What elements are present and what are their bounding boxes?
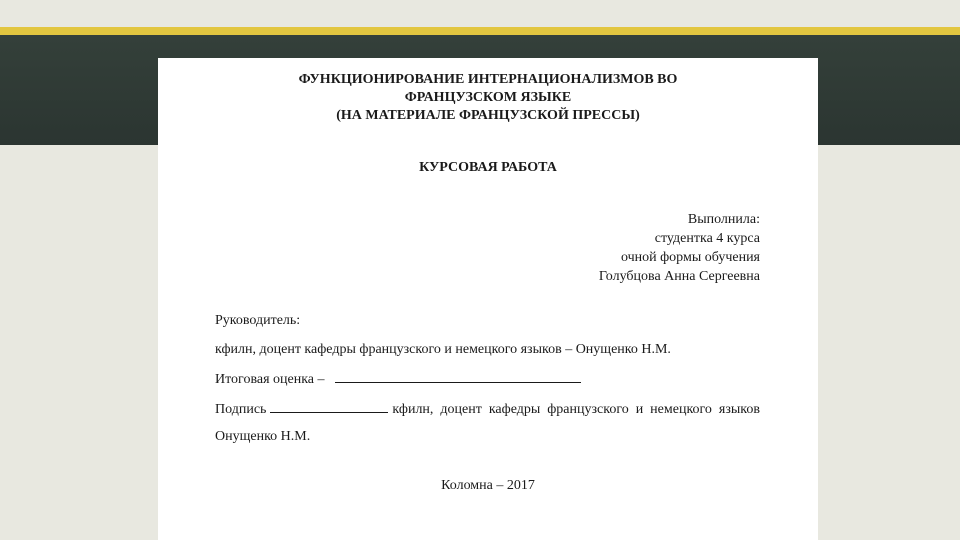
title-line-2: ФРАНЦУЗСКОМ ЯЗЫКЕ [404,90,572,105]
supervisor-label: Руководитель: [215,313,301,328]
author-name: Голубцова Анна Сергеевна [598,269,760,284]
document-page [158,58,818,540]
title-line-3: (НА МАТЕРИАЛЕ ФРАНЦУЗСКОЙ ПРЕССЫ) [336,108,640,123]
signature-blank-line [270,400,388,413]
accent-stripe [0,27,960,35]
author-line-1: Выполнила: [687,212,760,227]
signature-label: Подпись [215,402,267,417]
supervisor-name: кфилн, доцент кафедры французского и немецкого языков – Онущенко Н.М. [215,342,671,357]
author-block [599,210,760,286]
city-year: Коломна – 2017 [441,478,535,493]
signature-block [215,396,760,450]
title-line-1: ФУНКЦИОНИРОВАНИЕ ИНТЕРНАЦИОНАЛИЗМОВ ВО [298,72,678,87]
signature-text: кфилн, доцент кафедры французского и немецкого языков Онущенко Н.М. [215,402,760,444]
document-title [158,71,818,125]
grade-row [215,370,760,388]
grade-label: Итоговая оценка – [215,372,325,387]
author-line-3: очной формы обучения [620,250,760,265]
work-type: КУРСОВАЯ РАБОТА [419,160,557,175]
grade-blank-line [335,370,581,383]
author-line-2: студентка 4 курса [654,231,760,246]
